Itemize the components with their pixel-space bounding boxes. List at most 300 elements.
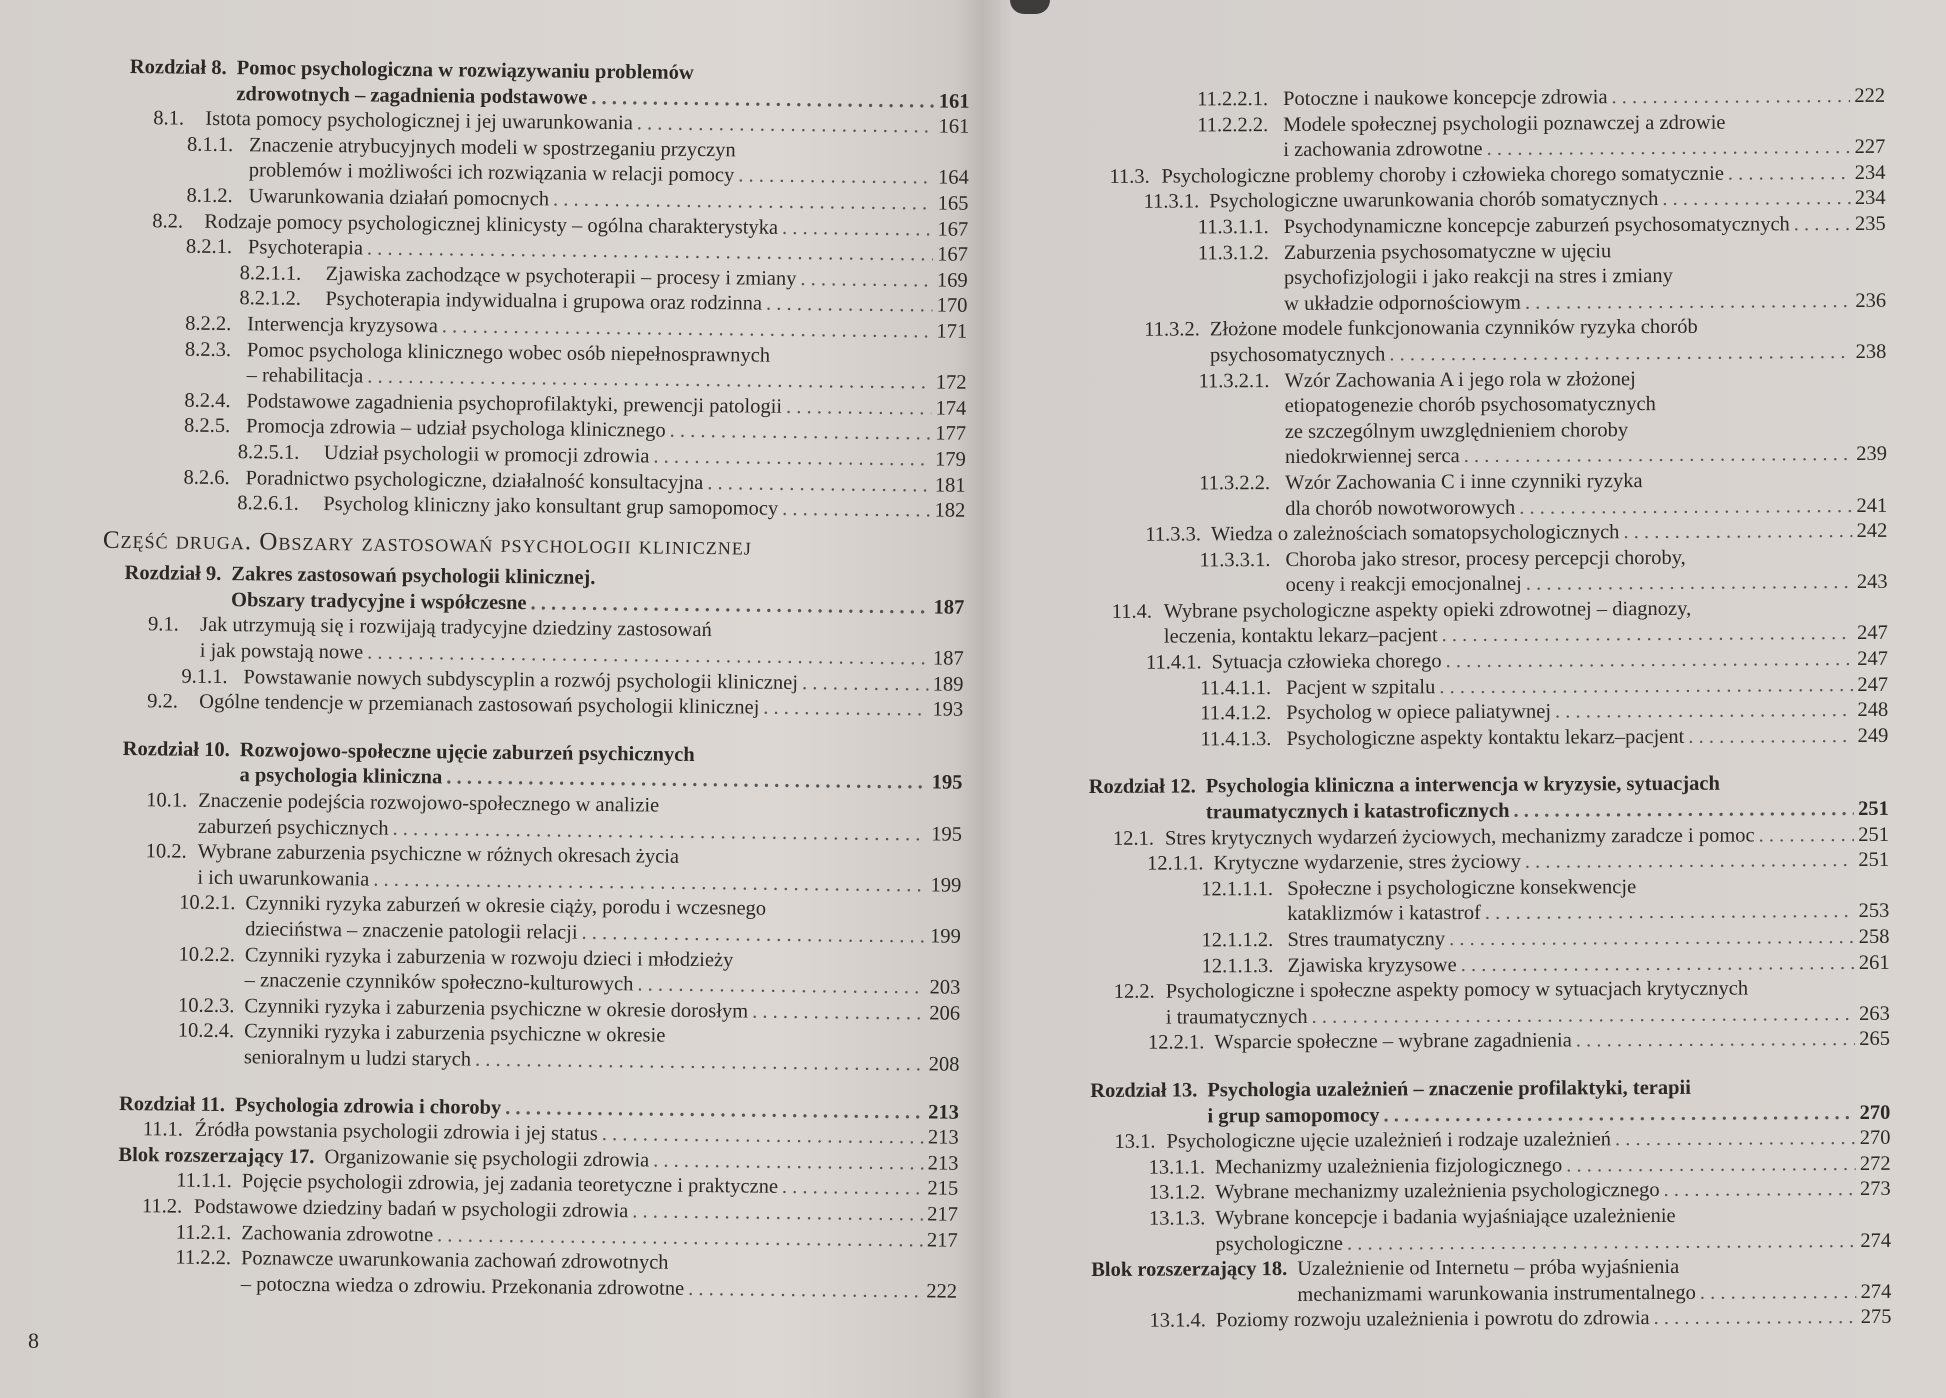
entry-body	[1165, 822, 1889, 851]
toc-entry[interactable]	[1086, 314, 1886, 369]
entry-title: Społeczne i psychologiczne konsekwencje	[1287, 875, 1637, 900]
entry-body	[1216, 1305, 1892, 1334]
entry-body	[244, 1020, 960, 1079]
page-ref: 167	[937, 218, 969, 241]
entry-number: 8.2.6.	[183, 466, 230, 489]
entry-body	[1286, 672, 1888, 701]
entry-line	[1215, 1152, 1891, 1181]
entry-title: Stres traumatyczny	[1287, 928, 1446, 951]
dot-leader	[632, 1199, 923, 1228]
toc-entry[interactable]	[1087, 468, 1887, 523]
entry-title: i traumatycznych	[1165, 1005, 1308, 1029]
page-ref: 161	[938, 115, 970, 138]
page-ref: 161	[938, 90, 970, 113]
entry-body	[1212, 647, 1888, 676]
page-ref: 247	[1857, 647, 1889, 671]
entry-line	[1165, 822, 1889, 851]
dot-leader	[637, 973, 925, 1002]
toc-entry[interactable]	[122, 788, 962, 848]
entry-line	[1297, 1280, 1891, 1309]
page-ref: 199	[929, 925, 961, 948]
entry-body	[198, 789, 962, 848]
entry-title: i grup samopomocy	[1207, 1104, 1380, 1127]
entry-body	[1214, 1027, 1890, 1056]
dot-leader	[1449, 925, 1855, 953]
entry-body	[1161, 161, 1885, 190]
entry-title: Uzależnienie od Internetu – próba wyjaśnienia	[1297, 1256, 1680, 1281]
dot-leader	[1439, 673, 1853, 701]
entry-number: 10.2.1.	[179, 891, 236, 915]
entry-title: Potoczne i naukowe koncepcje zdrowia	[1283, 86, 1608, 110]
entry-number: 11.1.	[142, 1118, 184, 1141]
toc-entry[interactable]	[124, 612, 964, 672]
page-ref: 217	[926, 1228, 958, 1252]
entry-line	[1166, 976, 1890, 1005]
page-ref: 247	[1857, 622, 1888, 645]
entry-number: 13.1.1.	[1148, 1156, 1206, 1179]
page-number: 8	[28, 1328, 39, 1353]
toc-entry[interactable]	[124, 561, 964, 621]
entry-title: etiopatogenezie chorób psychosomatycznych	[1284, 393, 1656, 418]
entry-title: Poradnictwo psychologiczne, działalność konsultacyjna	[245, 466, 704, 494]
dot-leader	[1312, 1002, 1856, 1030]
entry-body	[1283, 109, 1885, 163]
entry-title: Psychologia uzależnień – znaczenie profilaktyki, terapii	[1207, 1076, 1691, 1102]
entry-number: 8.2.6.1.	[237, 492, 299, 515]
entry-number: 9.1.1.	[181, 665, 228, 688]
entry-body	[323, 492, 965, 524]
entry-title: Wybrane psychologiczne aspekty opieki zdrowotnej – diagnozy,	[1163, 597, 1692, 623]
page-ref: 170	[936, 294, 968, 318]
toc-entry[interactable]	[122, 737, 962, 797]
entry-body	[231, 562, 965, 621]
page-ref: 187	[932, 647, 964, 670]
dot-leader	[763, 696, 928, 723]
entry-title: psychologiczne	[1215, 1232, 1344, 1255]
entry-body	[1288, 950, 1890, 979]
entry-number: 9.2.	[147, 690, 179, 713]
entry-title: mechanizmami warunkowania instrumentalnego	[1297, 1281, 1696, 1306]
entry-number: 12.1.	[1112, 827, 1154, 850]
entry-line	[1207, 1100, 1890, 1129]
entry-title: psychosomatycznych	[1209, 343, 1386, 367]
page-ref: 195	[931, 823, 962, 846]
entry-line	[1164, 596, 1888, 625]
entry-line	[1285, 544, 1887, 573]
entry-number: 11.4.1.1.	[1200, 676, 1272, 700]
page-ref: 213	[927, 1126, 959, 1149]
entry-line	[1297, 1254, 1891, 1283]
entry-title: dla chorób nowotworowych	[1285, 496, 1516, 520]
entry-title: Źródła powstania psychologii zdrowia i jej status	[194, 1118, 598, 1146]
entry-number: 8.2.4.	[184, 389, 231, 412]
entry-body	[1285, 544, 1887, 598]
binding-shadow	[1010, 0, 1050, 14]
page-ref: 270	[1859, 1101, 1891, 1124]
entry-number: 8.2.	[152, 209, 184, 233]
entry-line	[1210, 340, 1886, 369]
entry-title: Modele społecznej psychologii poznawczej a zdrowie	[1283, 111, 1726, 136]
toc-entry[interactable]	[1089, 874, 1889, 929]
toc-entry[interactable]	[119, 1018, 959, 1078]
toc-entry[interactable]	[1087, 544, 1887, 599]
entry-number: 11.3.2.1.	[1198, 369, 1270, 392]
entry-body	[1287, 874, 1889, 928]
entry-title: Wzór Zachowania C i inne czynniki ryzyka	[1285, 469, 1643, 494]
entry-title: Pomoc psychologa klinicznego wobec osób niepełnosprawnych	[246, 338, 771, 367]
dot-leader	[782, 497, 931, 524]
dot-leader	[766, 292, 933, 319]
dot-leader	[1446, 647, 1854, 675]
entry-number: 11.3.1.2.	[1197, 241, 1269, 264]
entry-line	[1161, 161, 1885, 190]
page-ref: 164	[937, 166, 969, 190]
page-ref: 222	[926, 1280, 958, 1303]
entry-line	[1166, 1002, 1890, 1031]
entry-title: traumatycznych i katastroficznych	[1205, 799, 1510, 824]
dot-leader	[1728, 161, 1851, 187]
entry-number: 11.4.1.2.	[1200, 702, 1272, 725]
entry-line	[1285, 417, 1887, 446]
entry-body	[245, 892, 961, 951]
entry-body	[1286, 724, 1888, 753]
entry-number: 11.4.1.	[1145, 651, 1202, 674]
page-ref: 236	[1855, 289, 1887, 312]
entry-title: Psychoterapia indywidualna i grupowa oraz rodzinna	[325, 288, 763, 315]
entry-title: Krytyczne wydarzenie, stres życiowy	[1213, 850, 1521, 875]
entry-body	[197, 840, 961, 899]
page-ref: 213	[927, 1152, 959, 1175]
entry-title: Pacjent w szpitalu	[1286, 675, 1436, 699]
entry-number: 12.1.1.	[1147, 852, 1204, 875]
entry-line	[1213, 848, 1889, 877]
dot-leader	[752, 999, 925, 1026]
entry-line	[1207, 1075, 1890, 1104]
entry-title: zdrowotnych – zagadnienia podstawowe	[236, 82, 588, 109]
page-ref: 242	[1856, 519, 1888, 543]
page-ref: 274	[1860, 1280, 1892, 1303]
dot-leader	[1442, 621, 1854, 649]
dot-leader	[1525, 848, 1855, 875]
toc-entry[interactable]	[121, 890, 961, 950]
page-ref: 171	[936, 320, 968, 343]
page-ref: 181	[934, 473, 966, 497]
entry-body	[1209, 186, 1885, 215]
entry-line	[1285, 493, 1887, 522]
dot-leader	[1525, 289, 1852, 316]
entry-title: Psychoterapia	[247, 236, 364, 260]
entry-number: 13.1.3.	[1148, 1207, 1206, 1230]
dot-leader	[1566, 1152, 1856, 1179]
entry-number: Rozdział 8.	[129, 55, 227, 80]
entry-number: 11.2.2.2.	[1197, 113, 1269, 137]
entry-line	[1209, 186, 1885, 215]
page-ref: 193	[932, 698, 964, 722]
entry-title: oceny i reakcji emocjonalnej	[1285, 573, 1522, 597]
entry-number: 11.3.2.2.	[1199, 471, 1271, 495]
entry-title: Pojęcie psychologii zdrowia, jej zadania teoretyczne i praktyczne	[241, 1170, 779, 1199]
entry-body	[249, 133, 969, 192]
dot-leader	[670, 419, 932, 447]
entry-number: Blok rozszerzający 17.	[118, 1143, 315, 1168]
dot-leader	[738, 164, 934, 192]
entry-body	[1211, 519, 1887, 548]
entry-body	[1287, 925, 1889, 954]
dot-leader	[1615, 1126, 1856, 1153]
entry-title: Jak utrzymują się i rozwijają tradycyjne dziedziny zastosowań	[199, 614, 712, 642]
entry-line	[1285, 442, 1887, 471]
entry-line	[1215, 1177, 1891, 1206]
dot-leader	[782, 1175, 924, 1202]
entry-title: Czynniki ryzyka i zaburzenia w rozwoju dzieci i młodzieży	[244, 943, 734, 971]
dot-leader	[1794, 212, 1851, 238]
entry-title: Pomoc psychologiczna w rozwiązywaniu problemów	[236, 57, 694, 84]
toc-entry[interactable]	[1088, 724, 1888, 754]
entry-title: Psychodynamiczne koncepcje zaburzeń psychosomatycznych	[1283, 213, 1790, 238]
entry-title: Psychologiczne ujęcie uzależnień i rodzaje uzależnień	[1166, 1128, 1612, 1153]
entry-number: 11.3.3.1.	[1199, 548, 1271, 572]
entry-body	[1210, 314, 1887, 369]
entry-number: 11.2.2.	[175, 1246, 232, 1270]
entry-number: 11.2.	[141, 1195, 183, 1218]
entry-title: Psychologia zdrowia i choroby	[234, 1093, 502, 1119]
entry-title: Czynniki ryzyka i zaburzenia psychiczne w okresie dorosłym	[244, 995, 749, 1023]
toc-entry[interactable]	[121, 839, 961, 899]
entry-line	[1283, 109, 1885, 138]
entry-number: 11.3.	[1109, 165, 1150, 188]
dot-leader	[1759, 823, 1855, 849]
page-ref: 182	[934, 499, 966, 522]
page-ref: 239	[1856, 443, 1887, 466]
entry-number: 11.2.2.1.	[1197, 88, 1269, 111]
entry-number: 12.1.1.3.	[1201, 954, 1274, 977]
entry-title: Wybrane koncepcje i badania wyjaśniające uzależnienie	[1215, 1204, 1676, 1230]
part-heading: Część druga. Obszary zastosowań psychologii klinicznej	[102, 526, 752, 561]
dot-leader	[591, 85, 935, 114]
toc-entry[interactable]	[1086, 237, 1886, 318]
entry-line	[1211, 519, 1887, 548]
entry-body	[241, 1246, 958, 1305]
entry-title: Znaczenie atrybucyjnych modeli w spostrzeganiu przyczyn	[248, 134, 736, 162]
page-ref: 189	[932, 673, 964, 696]
entry-title: – rehabilitacja	[246, 364, 364, 388]
entry-line	[1216, 1305, 1892, 1334]
entry-line	[1215, 1203, 1891, 1232]
entry-title: Promocja zdrowia – udział psychologa klinicznego	[246, 415, 666, 442]
entry-title: i jak powstają nowe	[199, 639, 364, 664]
toc-entry[interactable]	[120, 942, 960, 1002]
entry-body	[1207, 1075, 1890, 1130]
entry-line	[1285, 468, 1887, 497]
page-ref: 167	[937, 243, 969, 266]
entry-title: psychofizjologii i jako reakcji na stres i zmiany	[1283, 265, 1673, 290]
entry-line	[1206, 771, 1889, 800]
entry-number: 11.2.1.	[175, 1221, 232, 1244]
toc-entry[interactable]	[117, 1245, 957, 1305]
entry-title: Zachowania zdrowotne	[241, 1221, 434, 1246]
entry-title: Wybrane zaburzenia psychiczne w różnych okresach życia	[197, 840, 680, 869]
entry-title: Mechanizmy uzależnienia fizjologicznego	[1214, 1154, 1563, 1179]
page-ref: 227	[1854, 135, 1886, 159]
entry-title: Rodzaje pomocy psychologicznej klinicysty – ogólna charakterystyka	[204, 210, 779, 239]
entry-body	[1164, 596, 1888, 651]
dot-leader	[553, 187, 934, 217]
entry-line	[1286, 698, 1888, 727]
page-ref: 238	[1855, 340, 1887, 363]
entry-number: 8.2.1.	[185, 235, 233, 259]
toc-entry[interactable]	[1091, 1203, 1891, 1258]
dot-leader	[1519, 493, 1852, 520]
entry-line	[1214, 1027, 1890, 1056]
entry-line	[1283, 84, 1885, 113]
entry-body	[1206, 771, 1889, 826]
entry-title: Rozwojowo-społeczne ujęcie zaburzeń psychicznych	[239, 739, 695, 766]
dot-leader	[1623, 519, 1852, 546]
dot-leader	[707, 471, 931, 499]
toc-entry[interactable]	[1090, 1027, 1890, 1057]
page-ref: 273	[1859, 1178, 1891, 1201]
entry-number: 13.1.4.	[1149, 1309, 1206, 1332]
entry-title: Organizowanie się psychologii zdrowia	[324, 1145, 650, 1172]
page-ref: 235	[1854, 212, 1886, 235]
entry-title: dzieciństwa – znaczenie patologii relacji	[245, 918, 578, 944]
entry-number: 11.1.1.	[176, 1169, 232, 1193]
entry-line	[1284, 237, 1886, 266]
entry-title: w układzie odpornościowym	[1284, 291, 1522, 315]
page-ref: 203	[929, 976, 961, 999]
entry-title: leczenia, kontaktu lekarz–pacjent	[1163, 624, 1438, 649]
entry-title: i ich uwarunkowania	[197, 866, 370, 891]
entry-number: 10.2.4.	[177, 1019, 235, 1043]
entry-line	[1212, 647, 1888, 676]
page-ref: 208	[928, 1053, 960, 1076]
toc-entry[interactable]	[1085, 109, 1885, 164]
page-ref: 217	[927, 1203, 959, 1226]
entry-line	[1287, 899, 1889, 928]
entry-body	[1284, 237, 1886, 317]
entry-number: 8.2.5.1.	[237, 441, 300, 464]
page-ref: 215	[927, 1177, 959, 1201]
entry-title: Zakres zastosowań psychologii klinicznej.	[231, 563, 596, 590]
entry-line	[1287, 925, 1889, 954]
entry-number: Rozdział 12.	[1088, 775, 1196, 799]
toc-entry[interactable]	[1090, 976, 1890, 1031]
entry-title: Poznawcze uwarunkowania zachowań zdrowotnych	[240, 1247, 669, 1274]
entry-title: Znaczenie podejścia rozwojowo-społecznego w analizie	[198, 789, 660, 817]
page-ref: 179	[934, 448, 966, 471]
entry-number: 8.2.1.1.	[239, 261, 302, 285]
entry-body	[1215, 1152, 1891, 1181]
entry-number: 10.2.2.	[178, 943, 236, 966]
entry-body	[1284, 365, 1887, 471]
entry-number: 11.3.1.1.	[1197, 216, 1269, 239]
dot-leader	[1485, 899, 1855, 927]
dot-leader	[1664, 1177, 1857, 1204]
entry-title: Uwarunkowania działań pomocnych	[248, 185, 550, 211]
entry-line	[1206, 797, 1889, 826]
entry-title: problemów i możliwości ich rozwiązania w relacji pomocy	[248, 159, 735, 187]
entry-line	[1283, 135, 1885, 164]
page-ref: 243	[1856, 571, 1888, 594]
entry-line	[1166, 1126, 1890, 1155]
entry-body	[200, 613, 964, 672]
page-ref: 265	[1859, 1028, 1891, 1051]
entry-line	[1210, 314, 1886, 343]
entry-number: 8.2.3.	[184, 338, 232, 361]
toc-entry[interactable]	[1086, 365, 1887, 472]
entry-title: Wiedza o zależnościach somatopsychologicznych	[1210, 521, 1620, 546]
toc-right-page	[1085, 84, 1892, 1335]
entry-number: 10.1.	[146, 789, 188, 812]
entry-title: – znaczenie czynników społeczno-kulturowych	[244, 969, 634, 996]
entry-number: Rozdział 13.	[1090, 1079, 1198, 1102]
entry-number: Rozdział 11.	[118, 1092, 226, 1116]
toc-entry[interactable]	[1091, 1305, 1891, 1335]
entry-number: 12.2.1.	[1147, 1031, 1205, 1055]
dot-leader	[602, 1122, 924, 1151]
toc-entry[interactable]	[129, 55, 969, 115]
entry-line	[1284, 263, 1886, 292]
page-ref: 248	[1857, 699, 1889, 722]
dot-leader	[475, 1048, 925, 1078]
page-ref: 275	[1860, 1306, 1892, 1329]
dot-leader	[786, 395, 932, 422]
dot-leader	[1347, 1229, 1856, 1257]
dot-leader	[1461, 951, 1855, 979]
entry-body	[1166, 976, 1890, 1031]
toc-entry[interactable]	[1089, 771, 1889, 826]
toc-entry[interactable]	[1088, 596, 1888, 651]
entry-line	[1286, 672, 1888, 701]
toc-left-page	[102, 55, 970, 1305]
entry-title: zaburzeń psychicznych	[197, 815, 389, 840]
entry-body	[1284, 212, 1886, 241]
dot-leader	[1654, 1305, 1857, 1332]
page-ref: 234	[1854, 161, 1886, 184]
entry-number: 12.1.1.1.	[1201, 877, 1274, 901]
entry-title: i zachowania zdrowotne	[1283, 138, 1483, 162]
toc-entry[interactable]	[1090, 1075, 1890, 1130]
entry-line	[1284, 289, 1886, 318]
entry-number: Blok rozszerzający 18.	[1091, 1258, 1288, 1282]
entry-body	[1215, 1203, 1891, 1258]
toc-entry[interactable]	[127, 337, 967, 397]
toc-entry[interactable]	[1091, 1254, 1891, 1309]
entry-line	[1285, 391, 1887, 420]
entry-body	[1215, 1177, 1891, 1206]
entry-title: Psychologia kliniczna a interwencja w kryzysie, sytuacjach	[1205, 773, 1720, 798]
dot-leader	[653, 444, 931, 472]
page-ref: 274	[1860, 1229, 1892, 1252]
entry-title: Zaburzenia psychosomatyczne w ujęciu	[1283, 239, 1612, 264]
entry-number: 11.4.	[1111, 600, 1153, 623]
entry-number: 12.1.1.2.	[1201, 929, 1274, 952]
entry-body	[239, 738, 962, 797]
entry-title: kataklizmów i katastrof	[1287, 902, 1481, 926]
entry-number: 9.1.	[147, 613, 179, 637]
toc-entry[interactable]	[129, 132, 969, 192]
page-ref: 258	[1858, 925, 1890, 948]
entry-line	[1164, 621, 1888, 650]
dot-leader	[688, 1277, 922, 1305]
entry-number: Rozdział 10.	[122, 737, 230, 761]
dot-leader	[1464, 442, 1853, 470]
entry-title: Wsparcie społeczne – wybrane zagadnienia	[1214, 1029, 1572, 1054]
dot-leader	[1526, 570, 1853, 597]
entry-title: Zjawiska zachodzące w psychoterapii – procesy i zmiany	[325, 262, 797, 290]
entry-title: Psycholog w opiece paliatywnej	[1286, 700, 1552, 725]
page-ref: 172	[935, 371, 967, 394]
